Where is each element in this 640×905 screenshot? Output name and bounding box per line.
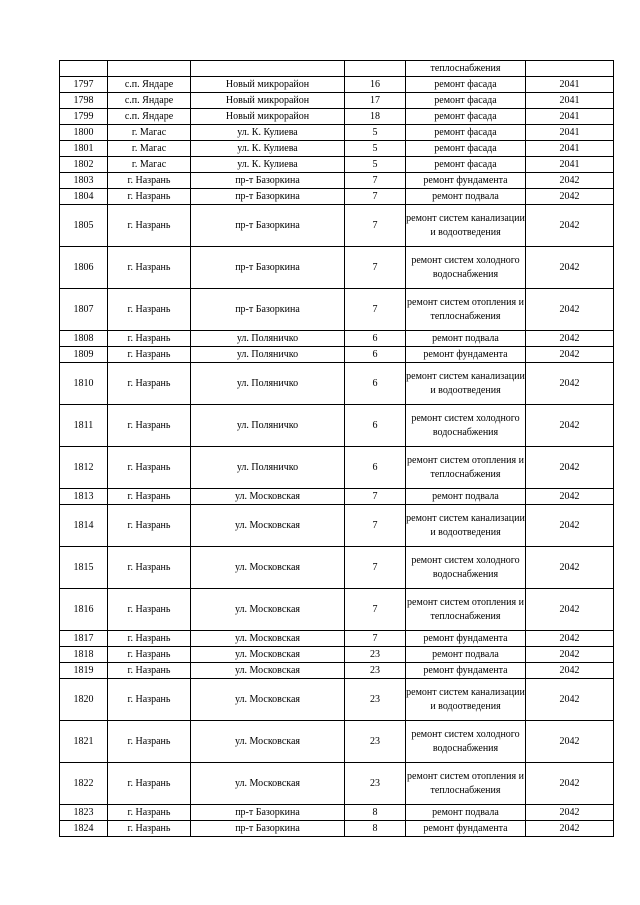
street-cell: ул. Московская [191, 589, 345, 631]
table-row [60, 93, 614, 109]
house-number-cell: 7 [345, 189, 406, 205]
table-row [60, 505, 614, 547]
house-number-cell: 7 [345, 589, 406, 631]
settlement-cell: г. Назрань [108, 405, 191, 447]
table-row [60, 547, 614, 589]
street-cell: ул. Московская [191, 505, 345, 547]
year-cell: 2042 [526, 489, 614, 505]
street-cell: ул. Московская [191, 663, 345, 679]
house-number-cell: 6 [345, 447, 406, 489]
work-type-cell: ремонт подвала [406, 331, 526, 347]
table-row [60, 821, 614, 837]
settlement-cell: г. Назрань [108, 247, 191, 289]
row-number-cell: 1817 [60, 631, 108, 647]
house-number-cell: 23 [345, 763, 406, 805]
year-cell: 2042 [526, 631, 614, 647]
house-number-cell: 7 [345, 247, 406, 289]
street-cell: ул. Московская [191, 631, 345, 647]
settlement-cell: г. Назрань [108, 631, 191, 647]
table-row [60, 289, 614, 331]
settlement-cell: г. Назрань [108, 447, 191, 489]
settlement-cell: г. Назрань [108, 363, 191, 405]
table-body [60, 61, 614, 837]
work-type-cell: ремонт систем канализации и водоотведения [406, 205, 526, 247]
house-number-cell: 16 [345, 77, 406, 93]
street-cell: ул. К. Кулиева [191, 125, 345, 141]
work-type-cell: ремонт подвала [406, 805, 526, 821]
work-type-cell: ремонт систем холодного водоснабжения [406, 247, 526, 289]
row-number-cell: 1821 [60, 721, 108, 763]
street-cell: ул. Московская [191, 721, 345, 763]
house-number-cell: 7 [345, 631, 406, 647]
year-cell: 2042 [526, 821, 614, 837]
settlement-cell: г. Назрань [108, 289, 191, 331]
work-type-cell: ремонт подвала [406, 189, 526, 205]
street-cell: ул. Поляничко [191, 331, 345, 347]
year-cell: 2042 [526, 447, 614, 489]
table-row [60, 157, 614, 173]
table-row [60, 405, 614, 447]
work-type-cell: ремонт фасада [406, 141, 526, 157]
year-cell: 2041 [526, 77, 614, 93]
row-number-cell [60, 61, 108, 77]
work-type-cell: ремонт подвала [406, 489, 526, 505]
house-number-cell: 8 [345, 821, 406, 837]
table-row [60, 647, 614, 663]
street-cell: пр-т Базоркина [191, 189, 345, 205]
row-number-cell: 1798 [60, 93, 108, 109]
work-type-cell: ремонт фасада [406, 109, 526, 125]
house-number-cell: 23 [345, 721, 406, 763]
house-number-cell: 7 [345, 547, 406, 589]
house-number-cell: 23 [345, 663, 406, 679]
table-row [60, 77, 614, 93]
work-type-cell: ремонт фасада [406, 125, 526, 141]
settlement-cell [108, 61, 191, 77]
house-number-cell: 17 [345, 93, 406, 109]
year-cell: 2042 [526, 547, 614, 589]
row-number-cell: 1813 [60, 489, 108, 505]
settlement-cell: г. Назрань [108, 173, 191, 189]
table-row [60, 347, 614, 363]
settlement-cell: г. Назрань [108, 663, 191, 679]
street-cell [191, 61, 345, 77]
row-number-cell: 1805 [60, 205, 108, 247]
work-type-cell: ремонт систем холодного водоснабжения [406, 405, 526, 447]
settlement-cell: г. Назрань [108, 205, 191, 247]
work-type-cell: ремонт систем отопления и теплоснабжения [406, 289, 526, 331]
street-cell: ул. К. Кулиева [191, 157, 345, 173]
row-number-cell: 1808 [60, 331, 108, 347]
street-cell: пр-т Базоркина [191, 205, 345, 247]
street-cell: ул. Московская [191, 647, 345, 663]
row-number-cell: 1807 [60, 289, 108, 331]
house-number-cell: 6 [345, 405, 406, 447]
house-number-cell: 6 [345, 347, 406, 363]
house-number-cell: 7 [345, 489, 406, 505]
table-row [60, 109, 614, 125]
settlement-cell: г. Назрань [108, 647, 191, 663]
house-number-cell: 6 [345, 331, 406, 347]
house-number-cell: 5 [345, 157, 406, 173]
street-cell: Новый микрорайон [191, 109, 345, 125]
house-number-cell: 23 [345, 647, 406, 663]
year-cell: 2042 [526, 173, 614, 189]
year-cell: 2042 [526, 721, 614, 763]
house-number-cell: 18 [345, 109, 406, 125]
row-number-cell: 1802 [60, 157, 108, 173]
work-type-cell: ремонт фундамента [406, 663, 526, 679]
settlement-cell: г. Назрань [108, 189, 191, 205]
street-cell: пр-т Базоркина [191, 821, 345, 837]
house-number-cell: 8 [345, 805, 406, 821]
settlement-cell: г. Магас [108, 157, 191, 173]
house-number-cell: 7 [345, 205, 406, 247]
settlement-cell: г. Назрань [108, 721, 191, 763]
work-type-cell: ремонт фундамента [406, 821, 526, 837]
year-cell: 2042 [526, 679, 614, 721]
row-number-cell: 1799 [60, 109, 108, 125]
street-cell: ул. Московская [191, 679, 345, 721]
year-cell: 2042 [526, 505, 614, 547]
table-row [60, 189, 614, 205]
work-type-cell: теплоснабжения [406, 61, 526, 77]
table-row [60, 331, 614, 347]
year-cell: 2042 [526, 189, 614, 205]
table-row [60, 631, 614, 647]
year-cell: 2042 [526, 405, 614, 447]
row-number-cell: 1822 [60, 763, 108, 805]
settlement-cell: г. Назрань [108, 547, 191, 589]
table-row [60, 679, 614, 721]
settlement-cell: г. Назрань [108, 505, 191, 547]
work-type-cell: ремонт систем отопления и теплоснабжения [406, 447, 526, 489]
table-row [60, 763, 614, 805]
settlement-cell: г. Назрань [108, 679, 191, 721]
table-row [60, 141, 614, 157]
row-number-cell: 1811 [60, 405, 108, 447]
year-cell: 2042 [526, 247, 614, 289]
year-cell: 2042 [526, 363, 614, 405]
work-type-cell: ремонт фундамента [406, 631, 526, 647]
table-row [60, 663, 614, 679]
house-number-cell: 5 [345, 141, 406, 157]
work-type-cell: ремонт фундамента [406, 173, 526, 189]
row-number-cell: 1810 [60, 363, 108, 405]
street-cell: Новый микрорайон [191, 77, 345, 93]
year-cell: 2041 [526, 157, 614, 173]
work-type-cell: ремонт систем канализации и водоотведения [406, 679, 526, 721]
settlement-cell: с.п. Яндаре [108, 109, 191, 125]
table-row [60, 205, 614, 247]
table-row [60, 247, 614, 289]
work-type-cell: ремонт подвала [406, 647, 526, 663]
work-type-cell: ремонт систем холодного водоснабжения [406, 721, 526, 763]
row-number-cell: 1824 [60, 821, 108, 837]
year-cell: 2041 [526, 125, 614, 141]
row-number-cell: 1823 [60, 805, 108, 821]
work-type-cell: ремонт систем отопления и теплоснабжения [406, 763, 526, 805]
work-type-cell: ремонт фасада [406, 157, 526, 173]
row-number-cell: 1803 [60, 173, 108, 189]
settlement-cell: г. Магас [108, 141, 191, 157]
table-row [60, 489, 614, 505]
row-number-cell: 1809 [60, 347, 108, 363]
work-type-cell: ремонт фасада [406, 77, 526, 93]
row-number-cell: 1820 [60, 679, 108, 721]
house-number-cell: 6 [345, 363, 406, 405]
house-number-cell: 7 [345, 289, 406, 331]
row-number-cell: 1816 [60, 589, 108, 631]
row-number-cell: 1800 [60, 125, 108, 141]
settlement-cell: г. Назрань [108, 331, 191, 347]
house-number-cell: 7 [345, 505, 406, 547]
repair-schedule-table [59, 60, 614, 837]
settlement-cell: г. Назрань [108, 347, 191, 363]
settlement-cell: с.п. Яндаре [108, 93, 191, 109]
year-cell: 2042 [526, 289, 614, 331]
table-row [60, 447, 614, 489]
table-row [60, 61, 614, 77]
work-type-cell: ремонт фасада [406, 93, 526, 109]
year-cell: 2042 [526, 663, 614, 679]
year-cell: 2041 [526, 141, 614, 157]
house-number-cell: 7 [345, 173, 406, 189]
street-cell: ул. Московская [191, 489, 345, 505]
row-number-cell: 1797 [60, 77, 108, 93]
table-row [60, 589, 614, 631]
table-row [60, 363, 614, 405]
settlement-cell: г. Назрань [108, 763, 191, 805]
row-number-cell: 1819 [60, 663, 108, 679]
row-number-cell: 1818 [60, 647, 108, 663]
settlement-cell: г. Магас [108, 125, 191, 141]
work-type-cell: ремонт фундамента [406, 347, 526, 363]
row-number-cell: 1815 [60, 547, 108, 589]
row-number-cell: 1806 [60, 247, 108, 289]
street-cell: ул. К. Кулиева [191, 141, 345, 157]
year-cell: 2042 [526, 805, 614, 821]
year-cell: 2041 [526, 109, 614, 125]
year-cell: 2042 [526, 347, 614, 363]
house-number-cell: 5 [345, 125, 406, 141]
year-cell: 2042 [526, 205, 614, 247]
year-cell [526, 61, 614, 77]
work-type-cell: ремонт систем канализации и водоотведения [406, 363, 526, 405]
table-row [60, 805, 614, 821]
house-number-cell [345, 61, 406, 77]
street-cell: пр-т Базоркина [191, 289, 345, 331]
street-cell: ул. Московская [191, 547, 345, 589]
street-cell: Новый микрорайон [191, 93, 345, 109]
street-cell: ул. Поляничко [191, 347, 345, 363]
table-row [60, 173, 614, 189]
settlement-cell: г. Назрань [108, 805, 191, 821]
street-cell: ул. Поляничко [191, 447, 345, 489]
settlement-cell: г. Назрань [108, 821, 191, 837]
settlement-cell: г. Назрань [108, 489, 191, 505]
work-type-cell: ремонт систем отопления и теплоснабжения [406, 589, 526, 631]
year-cell: 2042 [526, 331, 614, 347]
street-cell: ул. Поляничко [191, 363, 345, 405]
year-cell: 2042 [526, 589, 614, 631]
year-cell: 2042 [526, 647, 614, 663]
street-cell: пр-т Базоркина [191, 173, 345, 189]
year-cell: 2041 [526, 93, 614, 109]
street-cell: ул. Поляничко [191, 405, 345, 447]
street-cell: пр-т Базоркина [191, 247, 345, 289]
work-type-cell: ремонт систем холодного водоснабжения [406, 547, 526, 589]
work-type-cell: ремонт систем канализации и водоотведения [406, 505, 526, 547]
row-number-cell: 1801 [60, 141, 108, 157]
row-number-cell: 1812 [60, 447, 108, 489]
street-cell: ул. Московская [191, 763, 345, 805]
settlement-cell: г. Назрань [108, 589, 191, 631]
row-number-cell: 1804 [60, 189, 108, 205]
table-row [60, 125, 614, 141]
house-number-cell: 23 [345, 679, 406, 721]
year-cell: 2042 [526, 763, 614, 805]
settlement-cell: с.п. Яндаре [108, 77, 191, 93]
row-number-cell: 1814 [60, 505, 108, 547]
street-cell: пр-т Базоркина [191, 805, 345, 821]
table-row [60, 721, 614, 763]
